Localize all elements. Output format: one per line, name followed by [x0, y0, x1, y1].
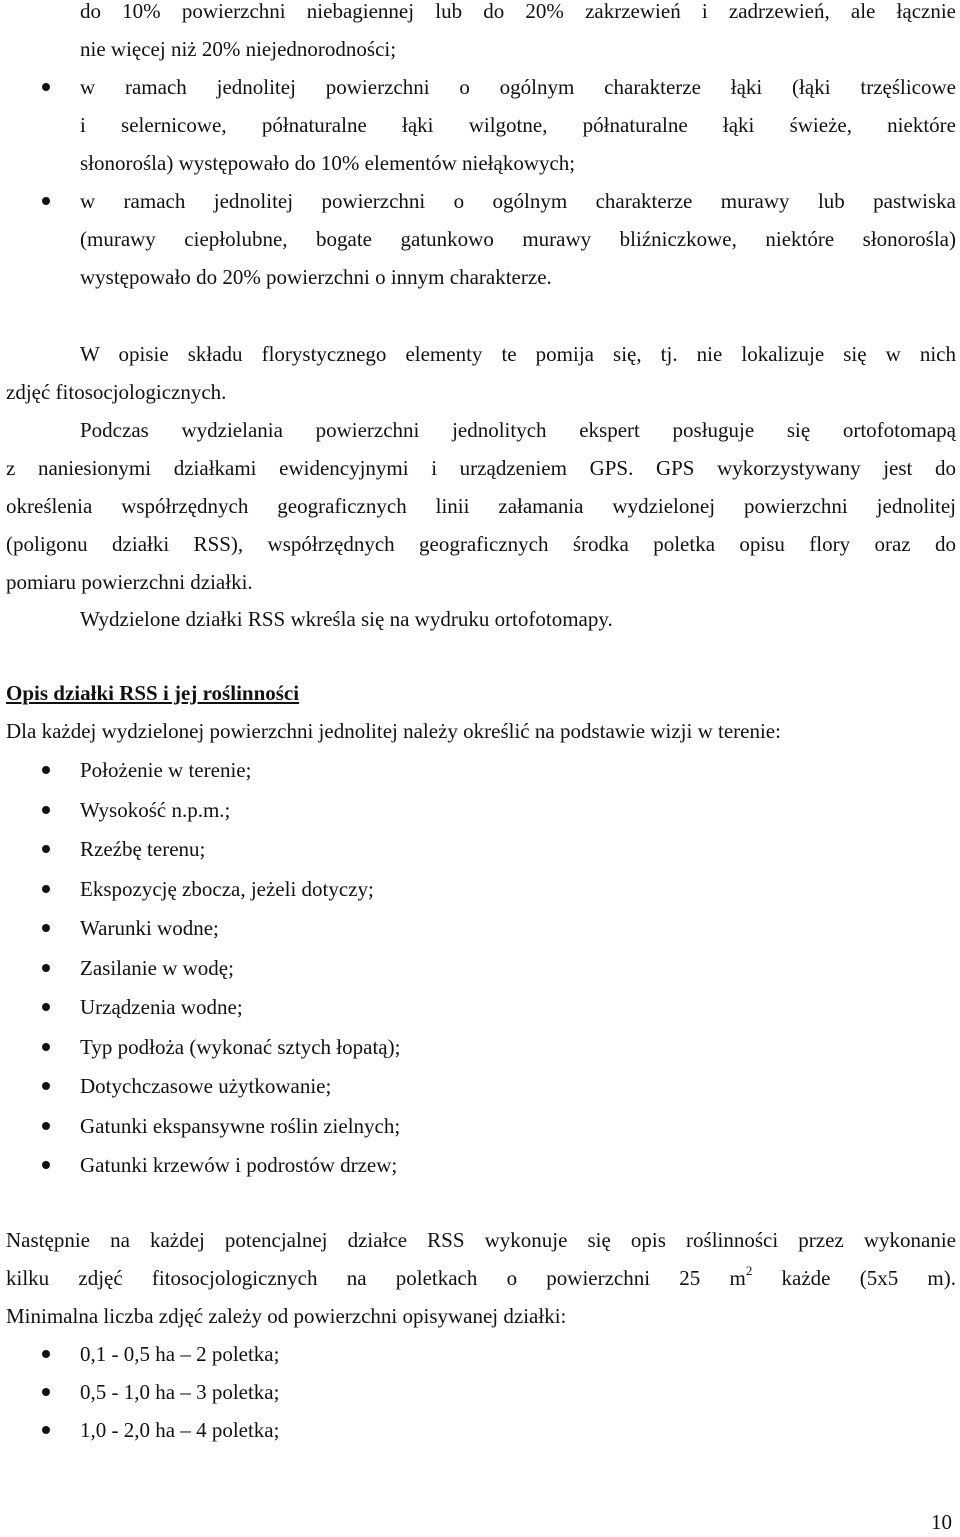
list-item — [6, 1146, 956, 1184]
paragraph-line: W opisie składu florystycznego elementy te pomija się, tj. nie lokalizuje się w nich — [80, 342, 956, 366]
bullet-icon — [42, 964, 50, 972]
list-item-text: Zasilanie w wodę; — [80, 955, 234, 980]
list-item — [6, 791, 956, 829]
list-item — [6, 751, 956, 789]
paragraph-text: kilku zdjęć fitosocjologicznych na poletkach o powierzchni 25 m — [6, 1266, 746, 1290]
list-item — [6, 1067, 956, 1105]
list-item — [6, 68, 956, 182]
bullet-icon — [42, 766, 50, 774]
paragraph-line: Podczas wydzielania powierzchni jednolitych ekspert posługuje się ortofotomapą — [80, 418, 956, 442]
list-item-line: słonorośla) występowało do 10% elementów niełąkowych; — [80, 151, 576, 175]
list-item-text: Położenie w terenie; — [80, 758, 252, 782]
list-item-text: Typ podłoża (wykonać sztych łopatą); — [80, 1034, 401, 1059]
bullet-icon — [42, 1350, 50, 1358]
list-item-text: Rzeźbę terenu; — [80, 837, 206, 861]
paragraph-line — [6, 1259, 956, 1297]
paragraph-line: pomiaru powierzchni działki. — [6, 570, 253, 594]
bullet-icon — [42, 806, 50, 814]
section-heading: Opis działki RSS i jej roślinności — [6, 681, 300, 705]
bullet-icon — [42, 1003, 50, 1011]
section — [6, 674, 956, 750]
bullet-icon — [42, 1161, 50, 1169]
list-item — [6, 909, 956, 947]
bullet-icon — [42, 83, 50, 91]
list-item — [6, 830, 956, 868]
list-item-text: w ramach jednolitej powierzchni o ogólnym charakterze łąki (łąki trzęślicowe — [80, 75, 956, 99]
paragraph-text: każde (5x5 m). — [752, 1266, 956, 1290]
list-item-text: Urządzenia wodne; — [80, 995, 243, 1019]
list-item — [6, 1335, 956, 1373]
paragraph-line: zdjęć fitosocjologicznych. — [6, 380, 227, 404]
list-item-continuation-line: nie więcej niż 20% niejednorodności; — [80, 37, 397, 61]
list-item-continuation-line: do 10% powierzchni niebagiennej lub do 20% zakrzewień i zadrzewień, ale łącznie — [80, 0, 956, 23]
bullet-icon — [42, 1388, 50, 1396]
bullet-icon — [42, 885, 50, 893]
paragraph-line: Następnie na każdej potencjalnej działce RSS wykonuje się opis roślinności przez wykonanie — [6, 1228, 956, 1252]
list-item — [6, 1411, 956, 1449]
paragraph-line: z naniesionymi działkami ewidencyjnymi i urządzeniem GPS. GPS wykorzystywany jest do — [6, 456, 956, 480]
list-item-text: w ramach jednolitej powierzchni o ogólnym charakterze murawy lub pastwiska — [80, 189, 956, 213]
list-item-text: Gatunki krzewów i podrostów drzew; — [80, 1153, 398, 1177]
paragraph — [6, 411, 956, 601]
list-item-line: występowało do 20% powierzchni o innym charakterze. — [80, 265, 552, 289]
page-number: 10 — [931, 1510, 952, 1534]
list-item-text: Ekspozycję zbocza, jeżeli dotyczy; — [80, 876, 374, 901]
list-item — [6, 1107, 956, 1145]
bullet-icon — [42, 924, 50, 932]
list-item — [6, 182, 956, 296]
top-bullet-list — [6, 0, 956, 296]
list-item-text: 1,0 - 2,0 ha – 4 poletka; — [80, 1418, 280, 1442]
list-item-line — [6, 182, 956, 220]
checklist — [6, 751, 956, 1184]
section-intro: Dla każdej wydzielonej powierzchni jednolitej należy określić na podstawie wizji w terenie: — [6, 719, 781, 743]
list-item — [6, 1028, 956, 1066]
list-item-text: Warunki wodne; — [80, 916, 219, 940]
list-item-line: (murawy ciepłolubne, bogate gatunkowo murawy bliźniczkowe, niektóre słonorośla) — [80, 227, 956, 251]
bullet-icon — [42, 1122, 50, 1130]
paragraph — [6, 1221, 956, 1335]
list-item — [6, 988, 956, 1026]
superscript: 2 — [745, 1263, 753, 1278]
list-item-text: 0,1 - 0,5 ha – 2 poletka; — [80, 1342, 280, 1366]
list-item-text: Dotychczasowe użytkowanie; — [80, 1074, 332, 1098]
bullet-icon — [42, 1043, 50, 1051]
list-item-line: i selernicowe, półnaturalne łąki wilgotne, półnaturalne łąki świeże, niektóre — [80, 113, 956, 137]
paragraph-line: (poligonu działki RSS), współrzędnych geograficznych środka poletka opisu flory oraz do — [6, 532, 956, 556]
paragraph-line: Wydzielone działki RSS wkreśla się na wydruku ortofotomapy. — [80, 607, 613, 631]
list-item-text: 0,5 - 1,0 ha – 3 poletka; — [80, 1380, 280, 1404]
bullet-icon — [42, 845, 50, 853]
list-item — [6, 1373, 956, 1411]
area-list — [6, 1335, 956, 1449]
paragraph — [6, 600, 956, 638]
bullet-icon — [42, 1426, 50, 1434]
list-item-text: Gatunki ekspansywne roślin zielnych; — [80, 1113, 401, 1138]
bullet-icon — [42, 197, 50, 205]
list-item — [6, 870, 956, 908]
list-item-line — [6, 68, 956, 106]
bullet-icon — [42, 1082, 50, 1090]
paragraph-line: Minimalna liczba zdjęć zależy od powierzchni opisywanej działki: — [6, 1304, 567, 1328]
paragraph — [6, 335, 956, 411]
paragraph-line: określenia współrzędnych geograficznych linii załamania wydzielonej powierzchni jednolitej — [6, 494, 956, 518]
list-item-text: Wysokość n.p.m.; — [80, 797, 231, 822]
list-item — [6, 949, 956, 987]
